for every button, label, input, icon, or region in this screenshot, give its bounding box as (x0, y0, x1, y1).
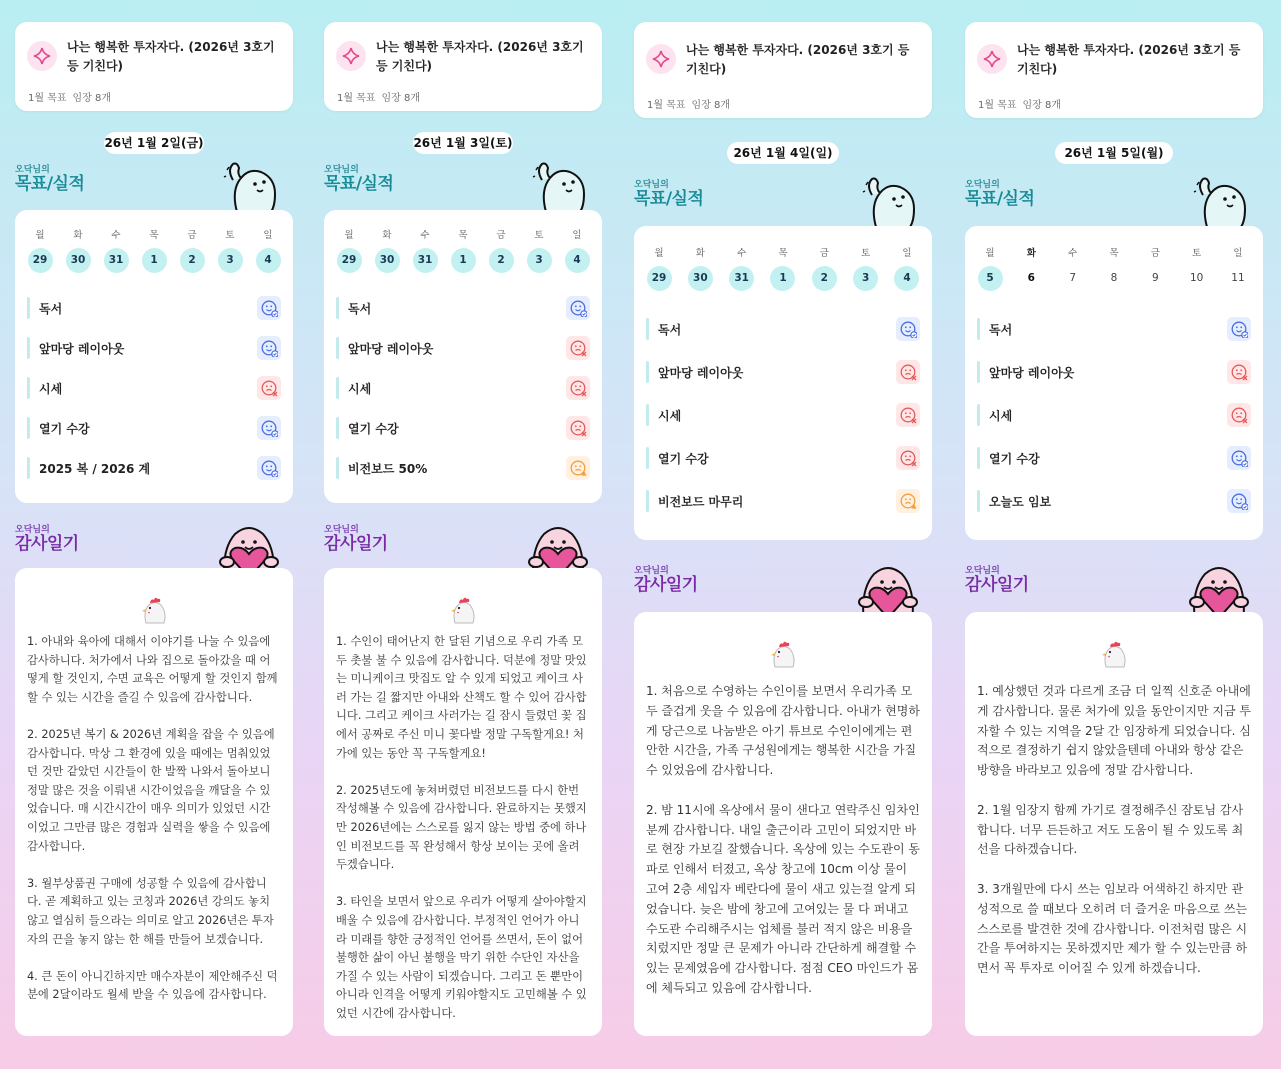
goal-title: 나는 행복한 투자자다. (2026년 3호기 등 기친다) (686, 43, 910, 76)
task-row[interactable] (646, 402, 920, 428)
diary-section-label (15, 525, 79, 554)
weekday-label: 일 (572, 230, 582, 241)
gratitude-journal-card (324, 568, 602, 1036)
day-cell[interactable] (811, 246, 837, 291)
date-number: 31 (104, 248, 129, 273)
hen-icon (768, 637, 798, 673)
goal-month: 1월 목표 (978, 100, 1017, 111)
task-label: 열기 수강 (39, 421, 90, 436)
goal-section-label (15, 165, 84, 194)
done-face-icon[interactable] (257, 296, 281, 320)
task-row[interactable] (977, 316, 1251, 342)
section-owner: 오닥님의 (324, 165, 359, 175)
task-row[interactable] (27, 415, 281, 441)
section-owner: 오닥님의 (15, 165, 50, 175)
date-badge: 26년 1월 5일(월) (1055, 142, 1173, 164)
goal-month: 1월 목표 (28, 93, 67, 104)
day-cell[interactable] (103, 228, 129, 273)
date-number: 1 (142, 248, 167, 273)
task-label: 비전보드 50% (348, 461, 428, 476)
partial-face-icon[interactable] (566, 456, 590, 480)
week-strip (646, 246, 920, 291)
task-label: 비전보드 마무리 (658, 494, 744, 509)
task-label: 열기 수강 (989, 451, 1040, 466)
section-owner: 오닥님의 (634, 566, 669, 576)
task-label: 2025 복 / 2026 계 (39, 461, 151, 476)
task-label: 독서 (989, 322, 1013, 337)
goal-card[interactable] (634, 22, 932, 118)
date-number: 7 (1069, 272, 1076, 284)
task-row[interactable] (27, 375, 281, 401)
done-face-icon[interactable] (257, 336, 281, 360)
weekday-label: 월 (985, 248, 995, 259)
day-cell[interactable] (450, 228, 476, 273)
missed-face-icon[interactable] (257, 376, 281, 400)
section-title: 감사일기 (965, 575, 1029, 595)
sparkle-icon (977, 44, 1007, 74)
weekday-label: 목 (778, 248, 788, 259)
date-number: 29 (28, 248, 53, 273)
task-row[interactable] (646, 316, 920, 342)
day-cell[interactable] (27, 228, 53, 273)
weekday-label: 화 (73, 230, 83, 241)
task-label: 독서 (39, 301, 63, 316)
missed-face-icon[interactable] (896, 446, 920, 470)
goal-tracker-card (324, 210, 602, 503)
date-number: 2 (180, 248, 205, 273)
goal-count: 임장 8개 (72, 93, 112, 104)
task-row[interactable] (977, 445, 1251, 471)
day-cell[interactable] (488, 228, 514, 273)
task-label: 열기 수강 (658, 451, 709, 466)
date-number: 29 (337, 248, 362, 273)
goal-tracker-card (15, 210, 293, 503)
task-label: 열기 수강 (348, 421, 399, 436)
section-owner: 오닥님의 (965, 180, 1000, 190)
date-number: 1 (451, 248, 476, 273)
weekday-label: 토 (1192, 248, 1202, 259)
done-face-icon[interactable] (566, 296, 590, 320)
date-number: 5 (978, 266, 1003, 291)
weekday-label: 토 (534, 230, 544, 241)
day-cell[interactable] (853, 246, 879, 291)
task-row[interactable] (27, 455, 281, 481)
date-number: 4 (256, 248, 281, 273)
date-number: 2 (489, 248, 514, 273)
gratitude-journal-card (15, 568, 293, 1036)
day-column-1 (15, 0, 293, 1069)
day-cell[interactable] (646, 246, 672, 291)
date-number: 30 (688, 266, 713, 291)
date-badge: 26년 1월 3일(토) (413, 132, 513, 154)
weekday-label: 금 (819, 248, 829, 259)
goal-card[interactable] (15, 22, 293, 111)
day-cell[interactable] (179, 228, 205, 273)
day-cell[interactable] (412, 228, 438, 273)
task-row[interactable] (336, 455, 590, 481)
goal-count: 임장 8개 (691, 100, 731, 111)
day-column-2 (324, 0, 602, 1069)
date-number: 3 (527, 248, 552, 273)
done-face-icon[interactable] (257, 456, 281, 480)
week-strip (336, 228, 590, 273)
sparkle-icon (646, 44, 676, 74)
day-cell[interactable] (374, 228, 400, 273)
hen-icon (1099, 637, 1129, 673)
gratitude-journal-card (634, 612, 932, 1036)
section-owner: 오닥님의 (324, 525, 359, 535)
gratitude-text: 1. 예상했던 것과 다르게 조금 더 일찍 신호준 아내에게 감사합니다. 물론 처가에 있을 동안이지만 지금 투자할 수 있는 지역을 2달 간 임장하게 되었습니다. 심적으로 결정하기 쉽지 않았을텐데 아내와 항상 같은 방향을 바라보고 있음에 정말 감사합니다. 2. 1월 임장지 함께 가기로 결정해주신 잠토님 감사합니다. 너무 든든하고 저도 도움이 될 수 있도록 최선을 다하겠습니다. 3. 3개월만에 다시 쓰는 임보라 어색하긴 하지만 관성적으로 쓸 때보다 오히려 더 즐거운 마음으로 쓰는 스스로를 발견한 것에 감사합니다. 이전처럼 많은 시간을 투여하지는 못하겠지만 제가 할 수 있는만큼 하면서 꼭 투자로 이어질 수 있게 하겠습니다. (977, 684, 1251, 976)
section-title: 목표/실적 (965, 189, 1035, 209)
task-label: 독서 (658, 322, 682, 337)
ghost-mascot-icon (862, 175, 920, 233)
diary-section-label (634, 566, 698, 595)
weekday-label: 월 (344, 230, 354, 241)
day-column-4 (965, 0, 1263, 1069)
weekday-label: 토 (225, 230, 235, 241)
date-number: 30 (375, 248, 400, 273)
date-number: 9 (1151, 272, 1159, 284)
missed-face-icon[interactable] (896, 403, 920, 427)
weekday-label: 수 (111, 230, 121, 241)
date-number: 4 (894, 266, 919, 291)
day-cell[interactable] (217, 228, 243, 273)
task-row[interactable] (336, 335, 590, 361)
day-cell[interactable] (770, 246, 796, 291)
goal-section-label (324, 165, 393, 194)
weekday-label: 일 (902, 248, 912, 259)
task-row[interactable] (646, 359, 920, 385)
goal-section-label (965, 180, 1034, 209)
partial-face-icon[interactable] (896, 489, 920, 513)
weekday-label: 월 (654, 248, 664, 259)
task-label: 시세 (658, 408, 682, 423)
weekday-label: 목 (458, 230, 468, 241)
section-title: 감사일기 (15, 534, 79, 554)
section-owner: 오닥님의 (965, 566, 1000, 576)
gratitude-text: 1. 수인이 태어난지 한 달된 기념으로 우리 가족 모두 촛불 불 수 있음에 감사합니다. 덕분에 정말 맛있는 미니케이크 맛집도 알 수 있게 되었고 케이크 사러 가는 길 짧지만 아내와 산책도 할 수 있어 감사합니다. 그리고 케이크 사러가는 길 잠시 들렸던 꽃 집에서 공짜로 주신 미니 꽃다발 정말 구독할게요! 처가에 있는 동안 꼭 구독할게요! 2. 2025년도에 놓쳐버렸던 비전보드를 다시 한번 작성해볼 수 있음에 감사합니다. 완료하지는 못했지만 2026년에는 스스로를 잃지 않는 방법 중에 하나인 비전보드를 꼭 완성해서 항상 보이는 곳에 올려두겠습니다. 3. 타인을 보면서 앞으로 우리가 어떻게 살아야할지 배울 수 있음에 감사합니다. 부정적인 언어가 아니라 미래를 향한 긍정적인 언어를 쓰면서, 돈이 없어 불행한 삶이 아닌 불행을 막기 위한 수단인 자산을 가질 수 있는 사람이 되겠습니다. 그리고 돈 뿐만이 아니라 인격을 어떻게 키워야할지도 고민해볼 수 있었던 시간에 감사합니다. (336, 635, 587, 1020)
task-row[interactable] (336, 295, 590, 321)
task-label: 시세 (989, 408, 1013, 423)
sparkle-icon (336, 41, 366, 71)
goal-count: 임장 8개 (381, 93, 421, 104)
task-row[interactable] (336, 375, 590, 401)
task-label: 독서 (348, 301, 372, 316)
done-face-icon[interactable] (1227, 317, 1251, 341)
day-cell[interactable] (1060, 246, 1086, 291)
task-row[interactable] (27, 335, 281, 361)
section-owner: 오닥님의 (634, 180, 669, 190)
day-cell[interactable] (977, 246, 1003, 291)
goal-month: 1월 목표 (337, 93, 376, 104)
goal-meta (978, 96, 1067, 111)
task-label: 앞마당 레이아웃 (989, 365, 1075, 380)
day-cell[interactable] (255, 228, 281, 273)
date-number: 8 (1110, 272, 1118, 284)
task-row[interactable] (646, 488, 920, 514)
missed-face-icon[interactable] (1227, 360, 1251, 384)
task-label: 시세 (348, 381, 372, 396)
task-row[interactable] (336, 415, 590, 441)
weekday-label: 수 (737, 248, 747, 259)
task-row[interactable] (977, 488, 1251, 514)
done-face-icon[interactable] (257, 416, 281, 440)
missed-face-icon[interactable] (566, 416, 590, 440)
gratitude-journal-card (965, 612, 1263, 1036)
day-cell[interactable] (894, 246, 920, 291)
date-number: 3 (853, 266, 878, 291)
section-title: 목표/실적 (634, 189, 704, 209)
sparkle-icon (27, 41, 57, 71)
goal-meta (337, 89, 426, 104)
day-cell[interactable] (526, 228, 552, 273)
diary-section-label (324, 525, 388, 554)
date-number: 6 (1027, 272, 1035, 284)
missed-face-icon[interactable] (896, 360, 920, 384)
goal-card[interactable] (965, 22, 1263, 118)
task-row[interactable] (977, 402, 1251, 428)
week-strip (977, 246, 1251, 291)
goal-title: 나는 행복한 투자자다. (2026년 3호기 등 기친다) (376, 40, 584, 73)
gratitude-text: 1. 처음으로 수영하는 수인이를 보면서 우리가족 모두 즐겁게 웃을 수 있음에 감사합니다. 아내가 현명하게 당근으로 나눔받은 아기 튜브로 수인이에게는 편안한 시간을, 가족 구성원에게는 행복한 시간을 가질 수 있었음에 감사합니다. 2. 밤 11시에 옥상에서 물이 샌다고 연락주신 임차인분께 감사합니다. 내일 출근이라 고민이 되었지만 바로 현장 가보길 잘했습니다. 옥상에 있는 수도관이 동파로 인해서 터졌고, 옥상 창고에 10cm 이상 물이 고여 2층 세입자 베란다에 물이 새고 있는걸 알게 되었습니다. 늦은 밤에 창고에 고여있는 물 다 퍼내고 수도관 수리해주시는 업체를 불러 적지 않은 비용을 치렀지만 정말 큰 문제가 아니라 간단하게 해결할 수 있는 문제였음에 감사합니다. 점점 CEO 마인드가 몸에 체득되고 있음에 감사합니다. (646, 684, 920, 995)
day-cell[interactable] (65, 228, 91, 273)
section-title: 감사일기 (634, 575, 698, 595)
goal-title: 나는 행복한 투자자다. (2026년 3호기 등 기친다) (67, 40, 275, 73)
done-face-icon[interactable] (1227, 446, 1251, 470)
goal-tracker-card (634, 226, 932, 540)
day-cell[interactable] (1225, 246, 1251, 291)
section-title: 목표/실적 (15, 174, 85, 194)
goal-section-label (634, 180, 703, 209)
goal-meta (647, 96, 736, 111)
goal-card[interactable] (324, 22, 602, 111)
weekday-label: 금 (496, 230, 506, 241)
day-cell[interactable] (729, 246, 755, 291)
day-cell[interactable] (141, 228, 167, 273)
weekday-label: 금 (1150, 248, 1160, 259)
date-number: 31 (413, 248, 438, 273)
section-title: 목표/실적 (324, 174, 394, 194)
task-row[interactable] (646, 445, 920, 471)
weekday-label: 일 (263, 230, 273, 241)
date-number: 11 (1231, 272, 1245, 284)
weekday-label: 수 (1068, 248, 1078, 259)
weekday-label: 화 (382, 230, 392, 241)
date-number: 2 (812, 266, 837, 291)
task-row[interactable] (27, 295, 281, 321)
date-number: 3 (218, 248, 243, 273)
day-cell[interactable] (1018, 246, 1044, 291)
goal-tracker-card (965, 226, 1263, 540)
date-number: 30 (66, 248, 91, 273)
task-row[interactable] (977, 359, 1251, 385)
day-cell[interactable] (1184, 246, 1210, 291)
date-number: 10 (1189, 272, 1204, 284)
hen-icon (139, 593, 169, 629)
gratitude-text: 1. 아내와 육아에 대해서 이야기를 나눌 수 있음에 감사하니다. 처가에서 나와 집으로 돌아갔을 때 어떻게 할 것인지, 수면 교육은 어떻게 할 것인지 함께할 수 있는 시간을 즐길 수 있음에 감사합니다. 2. 2025년 복기 & 2026년 계획을 잡을 수 있음에 감사합니다. 막상 그 환경에 있을 때에는 멈춰있었던 것만 같았던 시간들이 한 발짝 나와서 돌아보니 정말 많은 것을 이뤄낸 시간이었음을 깨달을 수 있었습니다. 매 시간시간이 매우 의미가 있었던 시간이었고 그만큼 많은 경험과 실력을 쌓을 수 있음에 감사합니다. 3. 월부상품권 구매에 성공할 수 있음에 감사합니다. 곧 계획하고 있는 코칭과 2026년 강의도 놓치 않고 열심히 들으라는 의미로 알고 2026년은 투자자의 끈을 놓지 않는 한 해를 만들어 보겠습니다. 4. 큰 돈이 아니긴하지만 매수자분이 제안해주신 덕분에 2달이라도 월세 받을 수 있음에 감사합니다. (27, 635, 278, 1002)
weekday-label: 화 (1026, 248, 1036, 259)
missed-face-icon[interactable] (1227, 403, 1251, 427)
goal-title: 나는 행복한 투자자다. (2026년 3호기 등 기친다) (1017, 43, 1241, 76)
date-badge: 26년 1월 2일(금) (104, 132, 204, 154)
missed-face-icon[interactable] (566, 376, 590, 400)
task-label: 시세 (39, 381, 63, 396)
weekday-label: 토 (861, 248, 871, 259)
date-number: 31 (729, 266, 754, 291)
diary-section-label (965, 566, 1029, 595)
missed-face-icon[interactable] (566, 336, 590, 360)
done-face-icon[interactable] (896, 317, 920, 341)
task-label: 오늘도 임보 (989, 494, 1052, 509)
weekday-label: 금 (187, 230, 197, 241)
section-owner: 오닥님의 (15, 525, 50, 535)
task-label: 앞마당 레이아웃 (658, 365, 744, 380)
date-number: 1 (770, 266, 795, 291)
date-number: 4 (565, 248, 590, 273)
date-badge: 26년 1월 4일(일) (727, 142, 839, 164)
weekday-label: 월 (35, 230, 45, 241)
goal-meta (28, 89, 117, 104)
task-label: 앞마당 레이아웃 (348, 341, 434, 356)
weekday-label: 목 (1109, 248, 1119, 259)
weekday-label: 수 (420, 230, 430, 241)
section-title: 감사일기 (324, 534, 388, 554)
hen-icon (448, 593, 478, 629)
goal-count: 임장 8개 (1022, 100, 1062, 111)
day-cell[interactable] (1142, 246, 1168, 291)
done-face-icon[interactable] (1227, 489, 1251, 513)
ghost-mascot-icon (1193, 175, 1251, 233)
goal-month: 1월 목표 (647, 100, 686, 111)
week-strip (27, 228, 281, 273)
weekday-label: 목 (149, 230, 159, 241)
task-label: 앞마당 레이아웃 (39, 341, 125, 356)
weekday-label: 화 (695, 248, 705, 259)
day-cell[interactable] (564, 228, 590, 273)
date-number: 29 (647, 266, 672, 291)
day-cell[interactable] (1101, 246, 1127, 291)
day-cell[interactable] (687, 246, 713, 291)
day-cell[interactable] (336, 228, 362, 273)
weekday-label: 일 (1233, 248, 1243, 259)
day-column-3 (634, 0, 932, 1069)
